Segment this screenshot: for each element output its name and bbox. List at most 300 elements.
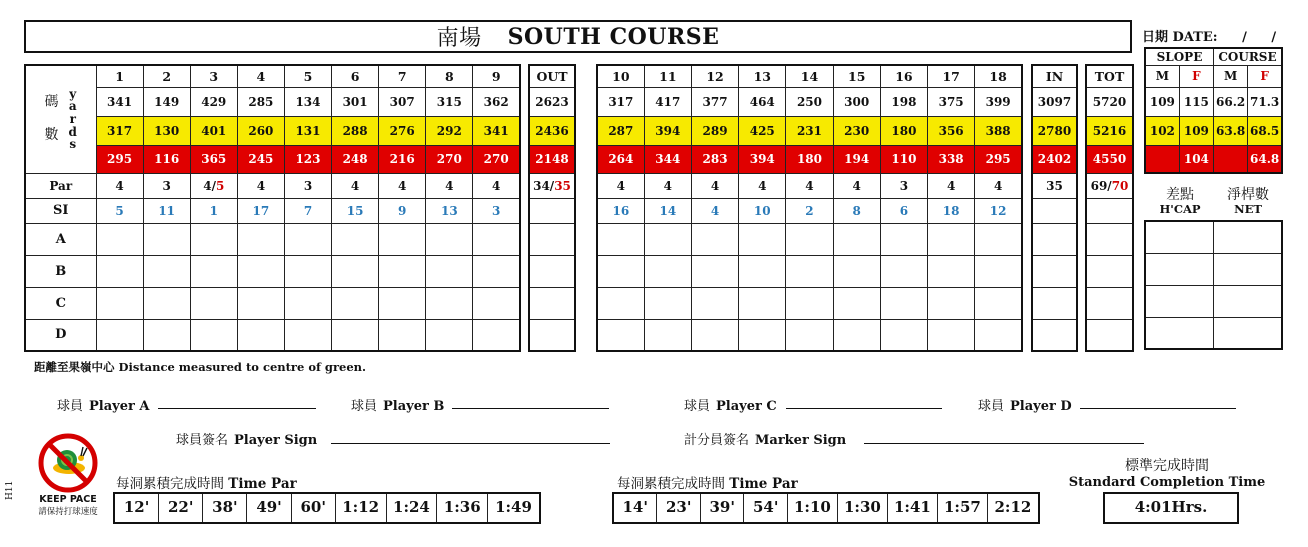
- red-yardage: 365: [190, 145, 237, 173]
- score-cell[interactable]: [739, 223, 786, 255]
- white-yardage: 317: [597, 87, 644, 116]
- red-yardage: 283: [691, 145, 738, 173]
- tot-red: 4550: [1086, 145, 1133, 173]
- yellow-yardage: 401: [190, 116, 237, 145]
- white-yardage: 301: [332, 87, 379, 116]
- hole-par: 4: [473, 173, 520, 198]
- score-cell[interactable]: [833, 223, 880, 255]
- score-cell[interactable]: [739, 287, 786, 319]
- white-yardage: 464: [739, 87, 786, 116]
- hole-par: 4: [786, 173, 833, 198]
- rating-yellow-3: 68.5: [1248, 116, 1282, 145]
- timepar-cell: 54': [744, 494, 787, 522]
- stroke-index: 2: [786, 198, 833, 223]
- red-yardage: 270: [473, 145, 520, 173]
- timepar-cell: 2:12: [994, 498, 1032, 516]
- date-sep-1: /: [1242, 30, 1247, 45]
- yellow-yardage: 292: [426, 116, 473, 145]
- score-cell[interactable]: [426, 319, 473, 351]
- yards-letter: a: [68, 99, 77, 114]
- score-cell[interactable]: [833, 287, 880, 319]
- player-d-label: 球員 Player D: [978, 399, 1072, 414]
- score-cell[interactable]: [739, 255, 786, 287]
- marker-sign-line[interactable]: [864, 443, 1144, 444]
- score-cell[interactable]: [96, 319, 143, 351]
- tot-score-b[interactable]: [1086, 255, 1133, 287]
- course-title-en: SOUTH COURSE: [507, 23, 720, 50]
- hcap-net-table: [1144, 220, 1283, 350]
- yellow-yardage: 289: [691, 116, 738, 145]
- score-cell[interactable]: [379, 255, 426, 287]
- white-yardage: 399: [975, 87, 1022, 116]
- player-b-label: 球員 Player B: [351, 399, 445, 414]
- net-d[interactable]: [1214, 317, 1283, 349]
- yellow-yardage: 230: [833, 116, 880, 145]
- red-yardage: 123: [284, 145, 331, 173]
- score-cell[interactable]: [597, 287, 644, 319]
- white-yardage: 417: [644, 87, 691, 116]
- standard-time-value: 4:01Hrs.: [1103, 492, 1239, 524]
- score-cell[interactable]: [975, 287, 1022, 319]
- player-row-label: D: [25, 319, 96, 351]
- score-cell[interactable]: [237, 223, 284, 255]
- score-cell[interactable]: [426, 255, 473, 287]
- out-si-blank: [529, 198, 575, 223]
- score-cell[interactable]: [786, 287, 833, 319]
- hole-number: 14: [786, 65, 833, 87]
- white-yardage: 375: [928, 87, 975, 116]
- hcap-header: [1150, 188, 1210, 216]
- score-cell[interactable]: [975, 223, 1022, 255]
- score-cell[interactable]: [96, 287, 143, 319]
- timepar-cell: 49': [247, 494, 291, 522]
- yellow-yardage: 131: [284, 116, 331, 145]
- score-cell[interactable]: [880, 287, 927, 319]
- score-cell[interactable]: [597, 223, 644, 255]
- rating-yellow-0: 102: [1145, 116, 1179, 145]
- score-cell[interactable]: [833, 255, 880, 287]
- player-c-label: 球員 Player C: [684, 399, 777, 414]
- par-label: Par: [25, 173, 96, 198]
- stroke-index: 1: [190, 198, 237, 223]
- in-total-table: [1031, 64, 1078, 352]
- in-score-b[interactable]: [1032, 255, 1077, 287]
- yellow-yardage: 394: [644, 116, 691, 145]
- hcap-en: H'CAP: [1159, 202, 1201, 217]
- score-cell[interactable]: [332, 287, 379, 319]
- timepar-cell: 1:24: [387, 494, 438, 522]
- white-yardage: 362: [473, 87, 520, 116]
- score-cell[interactable]: [379, 223, 426, 255]
- score-cell[interactable]: [691, 287, 738, 319]
- hole-number: 2: [143, 65, 190, 87]
- timepar-cell: 22': [159, 494, 203, 522]
- score-cell[interactable]: [644, 319, 691, 351]
- hole-number: 11: [644, 65, 691, 87]
- red-yardage: 394: [739, 145, 786, 173]
- player-row-label: C: [25, 287, 96, 319]
- rating-white-2: 66.2: [1214, 87, 1248, 116]
- stroke-index: 11: [143, 198, 190, 223]
- yards-label-zh-1: 碼: [44, 93, 59, 110]
- score-cell[interactable]: [880, 319, 927, 351]
- keep-pace-zh: 請保持打球速度: [38, 507, 98, 517]
- score-cell[interactable]: [426, 223, 473, 255]
- red-yardage: 344: [644, 145, 691, 173]
- stroke-index: 3: [473, 198, 520, 223]
- hcap-d[interactable]: [1145, 317, 1214, 349]
- score-cell[interactable]: [190, 255, 237, 287]
- red-yardage: 180: [786, 145, 833, 173]
- score-cell[interactable]: [284, 287, 331, 319]
- timepar-cell: 1:10: [788, 494, 838, 522]
- out-white: 2623: [529, 87, 575, 116]
- score-cell[interactable]: [284, 223, 331, 255]
- score-cell[interactable]: [473, 255, 520, 287]
- in-label: IN: [1032, 65, 1077, 87]
- course-label: COURSE: [1214, 48, 1283, 65]
- timepar-front-label: 每洞累積完成時間 Time Par: [116, 476, 297, 492]
- in-score-d[interactable]: [1032, 319, 1077, 351]
- score-cell[interactable]: [473, 287, 520, 319]
- white-yardage: 149: [143, 87, 190, 116]
- in-red: 2402: [1032, 145, 1077, 173]
- slope-f: F: [1179, 65, 1213, 87]
- tot-score-c[interactable]: [1086, 287, 1133, 319]
- course-title-zh: 南場: [436, 26, 482, 51]
- score-cell[interactable]: [928, 287, 975, 319]
- hole-par: 4/5: [190, 173, 237, 198]
- stroke-index: 18: [928, 198, 975, 223]
- score-cell[interactable]: [237, 255, 284, 287]
- timepar-cell: 1:12: [336, 494, 387, 522]
- timepar-cell: 39': [701, 494, 744, 522]
- player-d-line[interactable]: [1080, 408, 1236, 409]
- yards-letter: s: [69, 137, 77, 152]
- timepar-cell: 1:57: [938, 494, 988, 522]
- timepar-back-label: 每洞累積完成時間 Time Par: [617, 476, 798, 492]
- hole-par: 4: [975, 173, 1022, 198]
- net-en: NET: [1234, 202, 1262, 217]
- score-cell[interactable]: [975, 255, 1022, 287]
- score-cell[interactable]: [928, 223, 975, 255]
- score-cell[interactable]: [691, 255, 738, 287]
- out-yellow: 2436: [529, 116, 575, 145]
- hole-par: 4: [833, 173, 880, 198]
- rating-yellow-1: 109: [1179, 116, 1213, 145]
- hcap-b[interactable]: [1145, 253, 1214, 285]
- white-yardage: 429: [190, 87, 237, 116]
- score-cell[interactable]: [237, 319, 284, 351]
- tot-par: 69/70: [1086, 173, 1133, 198]
- yellow-yardage: 317: [96, 116, 143, 145]
- hole-par: 4: [379, 173, 426, 198]
- hole-par: 4: [96, 173, 143, 198]
- score-cell[interactable]: [928, 255, 975, 287]
- standard-time-label: [1062, 455, 1272, 490]
- red-yardage: 216: [379, 145, 426, 173]
- score-cell[interactable]: [332, 319, 379, 351]
- score-cell[interactable]: [691, 319, 738, 351]
- score-cell[interactable]: [597, 255, 644, 287]
- score-cell[interactable]: [284, 255, 331, 287]
- out-label: OUT: [529, 65, 575, 87]
- date-sep-2: /: [1271, 30, 1277, 45]
- out-red: 2148: [529, 145, 575, 173]
- hole-par: 4: [928, 173, 975, 198]
- score-cell[interactable]: [143, 255, 190, 287]
- score-cell[interactable]: [739, 319, 786, 351]
- score-cell[interactable]: [473, 319, 520, 351]
- score-cell[interactable]: [143, 319, 190, 351]
- keep-pace-en: KEEP PACE: [39, 494, 97, 505]
- course-f: F: [1248, 65, 1282, 87]
- yards-letter: r: [69, 111, 76, 126]
- in-par: 35: [1032, 173, 1077, 198]
- hole-number: 6: [332, 65, 379, 87]
- back-nine-table: [596, 64, 1023, 352]
- score-cell[interactable]: [379, 287, 426, 319]
- score-cell[interactable]: [190, 319, 237, 351]
- keep-pace-logo: [30, 432, 106, 517]
- out-score-c[interactable]: [529, 287, 575, 319]
- marker-sign-label: 計分員簽名 Marker Sign: [684, 433, 847, 448]
- in-yellow: 2780: [1032, 116, 1077, 145]
- player-a-line[interactable]: [158, 408, 316, 409]
- player-b-line[interactable]: [452, 408, 609, 409]
- player-sign-label: 球員簽名 Player Sign: [176, 433, 318, 448]
- timepar-cell: 1:49: [495, 498, 532, 516]
- yellow-yardage: 356: [928, 116, 975, 145]
- white-yardage: 134: [284, 87, 331, 116]
- player-sign-line[interactable]: [331, 443, 610, 444]
- form-code: H11: [5, 480, 15, 500]
- score-cell[interactable]: [644, 287, 691, 319]
- score-cell[interactable]: [833, 319, 880, 351]
- yards-letter: y: [69, 86, 77, 101]
- score-cell[interactable]: [880, 223, 927, 255]
- score-cell[interactable]: [332, 255, 379, 287]
- white-yardage: 198: [880, 87, 927, 116]
- hole-number: 9: [473, 65, 520, 87]
- rating-white-0: 109: [1145, 87, 1179, 116]
- hcap-zh: 差點: [1166, 187, 1194, 203]
- white-yardage: 250: [786, 87, 833, 116]
- score-cell[interactable]: [143, 223, 190, 255]
- player-c-line[interactable]: [786, 408, 942, 409]
- yellow-yardage: 260: [237, 116, 284, 145]
- timepar-cell: 1:30: [838, 494, 888, 522]
- white-yardage: 285: [237, 87, 284, 116]
- out-score-a[interactable]: [529, 223, 575, 255]
- stroke-index: 13: [426, 198, 473, 223]
- score-cell[interactable]: [473, 223, 520, 255]
- red-yardage: 245: [237, 145, 284, 173]
- rating-yellow-2: 63.8: [1214, 116, 1248, 145]
- tot-si-blank: [1086, 198, 1133, 223]
- timepar-cell: 12': [115, 494, 159, 522]
- red-yardage: 194: [833, 145, 880, 173]
- tot-score-d[interactable]: [1086, 319, 1133, 351]
- score-cell[interactable]: [426, 287, 473, 319]
- net-b[interactable]: [1214, 253, 1283, 285]
- net-header: [1218, 188, 1278, 216]
- score-cell[interactable]: [691, 223, 738, 255]
- hole-number: 4: [237, 65, 284, 87]
- player-row-label: B: [25, 255, 96, 287]
- hole-par: 4: [739, 173, 786, 198]
- hcap-c[interactable]: [1145, 285, 1214, 317]
- hole-par: 4: [237, 173, 284, 198]
- timepar-front: [113, 492, 541, 524]
- score-cell[interactable]: [143, 287, 190, 319]
- out-par: 34/35: [529, 173, 575, 198]
- tot-score-a[interactable]: [1086, 223, 1133, 255]
- score-cell[interactable]: [597, 319, 644, 351]
- score-cell[interactable]: [190, 223, 237, 255]
- timepar-cell: 23': [657, 494, 700, 522]
- course-m: M: [1214, 65, 1248, 87]
- standard-time-zh: 標準完成時間: [1125, 458, 1209, 474]
- no-snail-icon: [33, 432, 103, 494]
- timepar-back: [612, 492, 1040, 524]
- stroke-index: 9: [379, 198, 426, 223]
- score-cell[interactable]: [928, 319, 975, 351]
- standard-time-en: Standard Completion Time: [1068, 475, 1266, 490]
- white-yardage: 307: [379, 87, 426, 116]
- red-yardage: 248: [332, 145, 379, 173]
- score-cell[interactable]: [284, 319, 331, 351]
- in-score-a[interactable]: [1032, 223, 1077, 255]
- stroke-index: 8: [833, 198, 880, 223]
- yards-label-en: [69, 88, 77, 151]
- red-yardage: 338: [928, 145, 975, 173]
- hole-par: 4: [644, 173, 691, 198]
- stroke-index: 15: [332, 198, 379, 223]
- course-title: [24, 20, 1132, 53]
- timepar-cell: 1:36: [437, 494, 488, 522]
- stroke-index: 5: [96, 198, 143, 223]
- rating-red-1: 104: [1179, 145, 1213, 173]
- hole-number: 13: [739, 65, 786, 87]
- hole-number: 16: [880, 65, 927, 87]
- score-cell[interactable]: [332, 223, 379, 255]
- yellow-yardage: 287: [597, 116, 644, 145]
- hole-number: 10: [597, 65, 644, 87]
- score-cell[interactable]: [190, 287, 237, 319]
- yellow-yardage: 388: [975, 116, 1022, 145]
- red-yardage: 116: [143, 145, 190, 173]
- slope-label: SLOPE: [1145, 48, 1214, 65]
- in-score-c[interactable]: [1032, 287, 1077, 319]
- yards-label: [25, 65, 96, 173]
- slope-m: M: [1145, 65, 1179, 87]
- out-score-b[interactable]: [529, 255, 575, 287]
- yards-letter: d: [68, 124, 77, 139]
- hole-par: 3: [143, 173, 190, 198]
- hole-number: 7: [379, 65, 426, 87]
- yards-label-zh-2: 數: [44, 127, 59, 144]
- yellow-yardage: 130: [143, 116, 190, 145]
- tot-yellow: 5216: [1086, 116, 1133, 145]
- stroke-index: 10: [739, 198, 786, 223]
- net-zh: 淨桿數: [1227, 187, 1269, 203]
- tot-label: TOT: [1086, 65, 1133, 87]
- player-row-label: A: [25, 223, 96, 255]
- yellow-yardage: 341: [473, 116, 520, 145]
- hole-number: 18: [975, 65, 1022, 87]
- score-cell[interactable]: [880, 255, 927, 287]
- yellow-yardage: 425: [739, 116, 786, 145]
- rating-white-1: 115: [1179, 87, 1213, 116]
- hcap-a[interactable]: [1145, 221, 1214, 253]
- stroke-index: 14: [644, 198, 691, 223]
- white-yardage: 300: [833, 87, 880, 116]
- rating-red-2: [1214, 145, 1248, 173]
- score-cell[interactable]: [644, 223, 691, 255]
- rating-table: [1144, 47, 1283, 174]
- hole-number: 12: [691, 65, 738, 87]
- in-si-blank: [1032, 198, 1077, 223]
- red-yardage: 264: [597, 145, 644, 173]
- red-yardage: 295: [96, 145, 143, 173]
- si-label: SI: [25, 198, 96, 223]
- hole-par: 3: [284, 173, 331, 198]
- yellow-yardage: 231: [786, 116, 833, 145]
- score-cell[interactable]: [237, 287, 284, 319]
- stroke-index: 7: [284, 198, 331, 223]
- white-yardage: 315: [426, 87, 473, 116]
- timepar-cell: 60': [292, 494, 336, 522]
- score-cell[interactable]: [786, 223, 833, 255]
- score-cell[interactable]: [96, 223, 143, 255]
- rating-white-3: 71.3: [1248, 87, 1282, 116]
- rating-red-3: 64.8: [1248, 145, 1282, 173]
- net-c[interactable]: [1214, 285, 1283, 317]
- score-cell[interactable]: [379, 319, 426, 351]
- hole-par: 4: [691, 173, 738, 198]
- date-field[interactable]: [1142, 26, 1276, 45]
- red-yardage: 295: [975, 145, 1022, 173]
- stroke-index: 16: [597, 198, 644, 223]
- hole-number: 8: [426, 65, 473, 87]
- hole-number: 3: [190, 65, 237, 87]
- out-score-d[interactable]: [529, 319, 575, 351]
- net-a[interactable]: [1214, 221, 1283, 253]
- hole-number: 1: [96, 65, 143, 87]
- yellow-yardage: 288: [332, 116, 379, 145]
- score-cell[interactable]: [975, 319, 1022, 351]
- stroke-index: 4: [691, 198, 738, 223]
- stroke-index: 6: [880, 198, 927, 223]
- score-cell[interactable]: [96, 255, 143, 287]
- hole-par: 4: [332, 173, 379, 198]
- yellow-yardage: 276: [379, 116, 426, 145]
- stroke-index: 12: [975, 198, 1022, 223]
- score-cell[interactable]: [786, 319, 833, 351]
- in-white: 3097: [1032, 87, 1077, 116]
- tot-white: 5720: [1086, 87, 1133, 116]
- score-cell[interactable]: [644, 255, 691, 287]
- player-a-label: 球員 Player A: [57, 399, 150, 414]
- yellow-yardage: 180: [880, 116, 927, 145]
- red-yardage: 270: [426, 145, 473, 173]
- out-total-table: [528, 64, 576, 352]
- hole-number: 17: [928, 65, 975, 87]
- white-yardage: 341: [96, 87, 143, 116]
- score-cell[interactable]: [786, 255, 833, 287]
- stroke-index: 17: [237, 198, 284, 223]
